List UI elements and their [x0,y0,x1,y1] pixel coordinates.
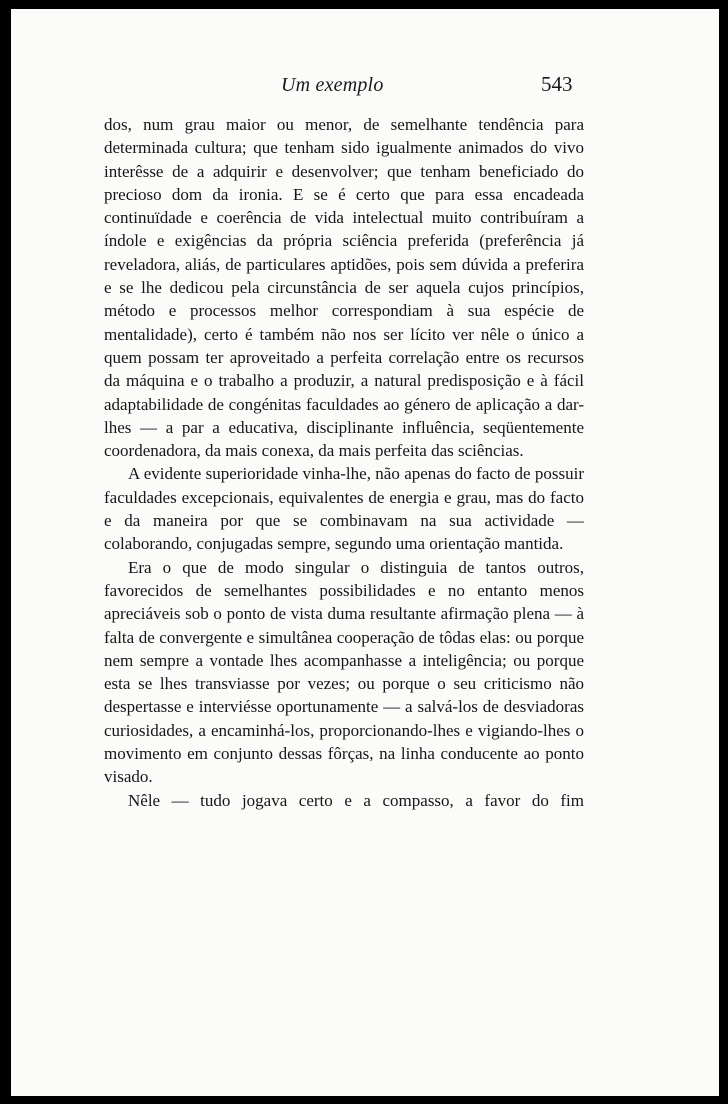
paragraph: Era o que de modo singular o distinguia de tantos outros, favorecidos de semelhantes possibilidades e no entanto menos apreciáveis sob o ponto de vista duma resultante afirmação plena — à falta de convergente e simultânea cooperação de tôdas elas: ou porque nem sempre a vontade lhes acompanhasse a inteligência; ou porque esta se lhes transviasse por vezes; ou porque o seu criticismo não despertasse e interviésse oportunamente — a salvá-los de desviadoras curiosidades, a encaminhá-los, proporcionando-lhes e vigiando-lhes o movimento em conjunto dessas fôrças, na linha conducente ao ponto visado. [104,557,584,787]
page-number: 543 [541,72,573,96]
text-body [104,113,584,812]
book-page [11,9,719,1096]
running-head-title: Um exemplo [281,74,384,96]
paragraph: A evidente superioridade vinha-lhe, não apenas do facto de possuir faculdades excepcionais, equivalentes de energia e grau, mas do facto e da maneira por que se combinavam na sua actividade — colaborando, conjugadas sempre, segundo uma orientação mantida. [104,464,584,554]
running-head [11,71,719,101]
paragraph: Nêle — tudo jogava certo e a compasso, a favor do fim [128,790,584,810]
paragraph: dos, num grau maior ou menor, de semelhante tendência para determinada cultura; que tenham sido igualmente animados do vivo interêsse de a adquirir e desenvolver; que tenham beneficiado do precioso dom da ironia. E se é certo que para essa encadeada continuïdade e coerência de vida intelectual muito contribuíram a índole e exigências da própria sciência preferida (preferência já reveladora, aliás, de particulares aptidões, pois sem dúvida a preferira e se lhe dedicou pela circunstância de ser aquela cujos princípios, método e processos melhor correspondiam à sua espécie de mentalidade), certo é também não nos ser lícito ver nêle o único a quem possam ter aproveitado a perfeita correlação entre os recursos da máquina e o trabalho a produzir, a natural predisposição e à fácil adaptabilidade de congénitas faculdades ao género de aplicação a dar-lhes — a par a educativa, disciplinante influência, seqüentemente coordenadora, da mais conexa, da mais perfeita das sciências. [104,115,584,461]
